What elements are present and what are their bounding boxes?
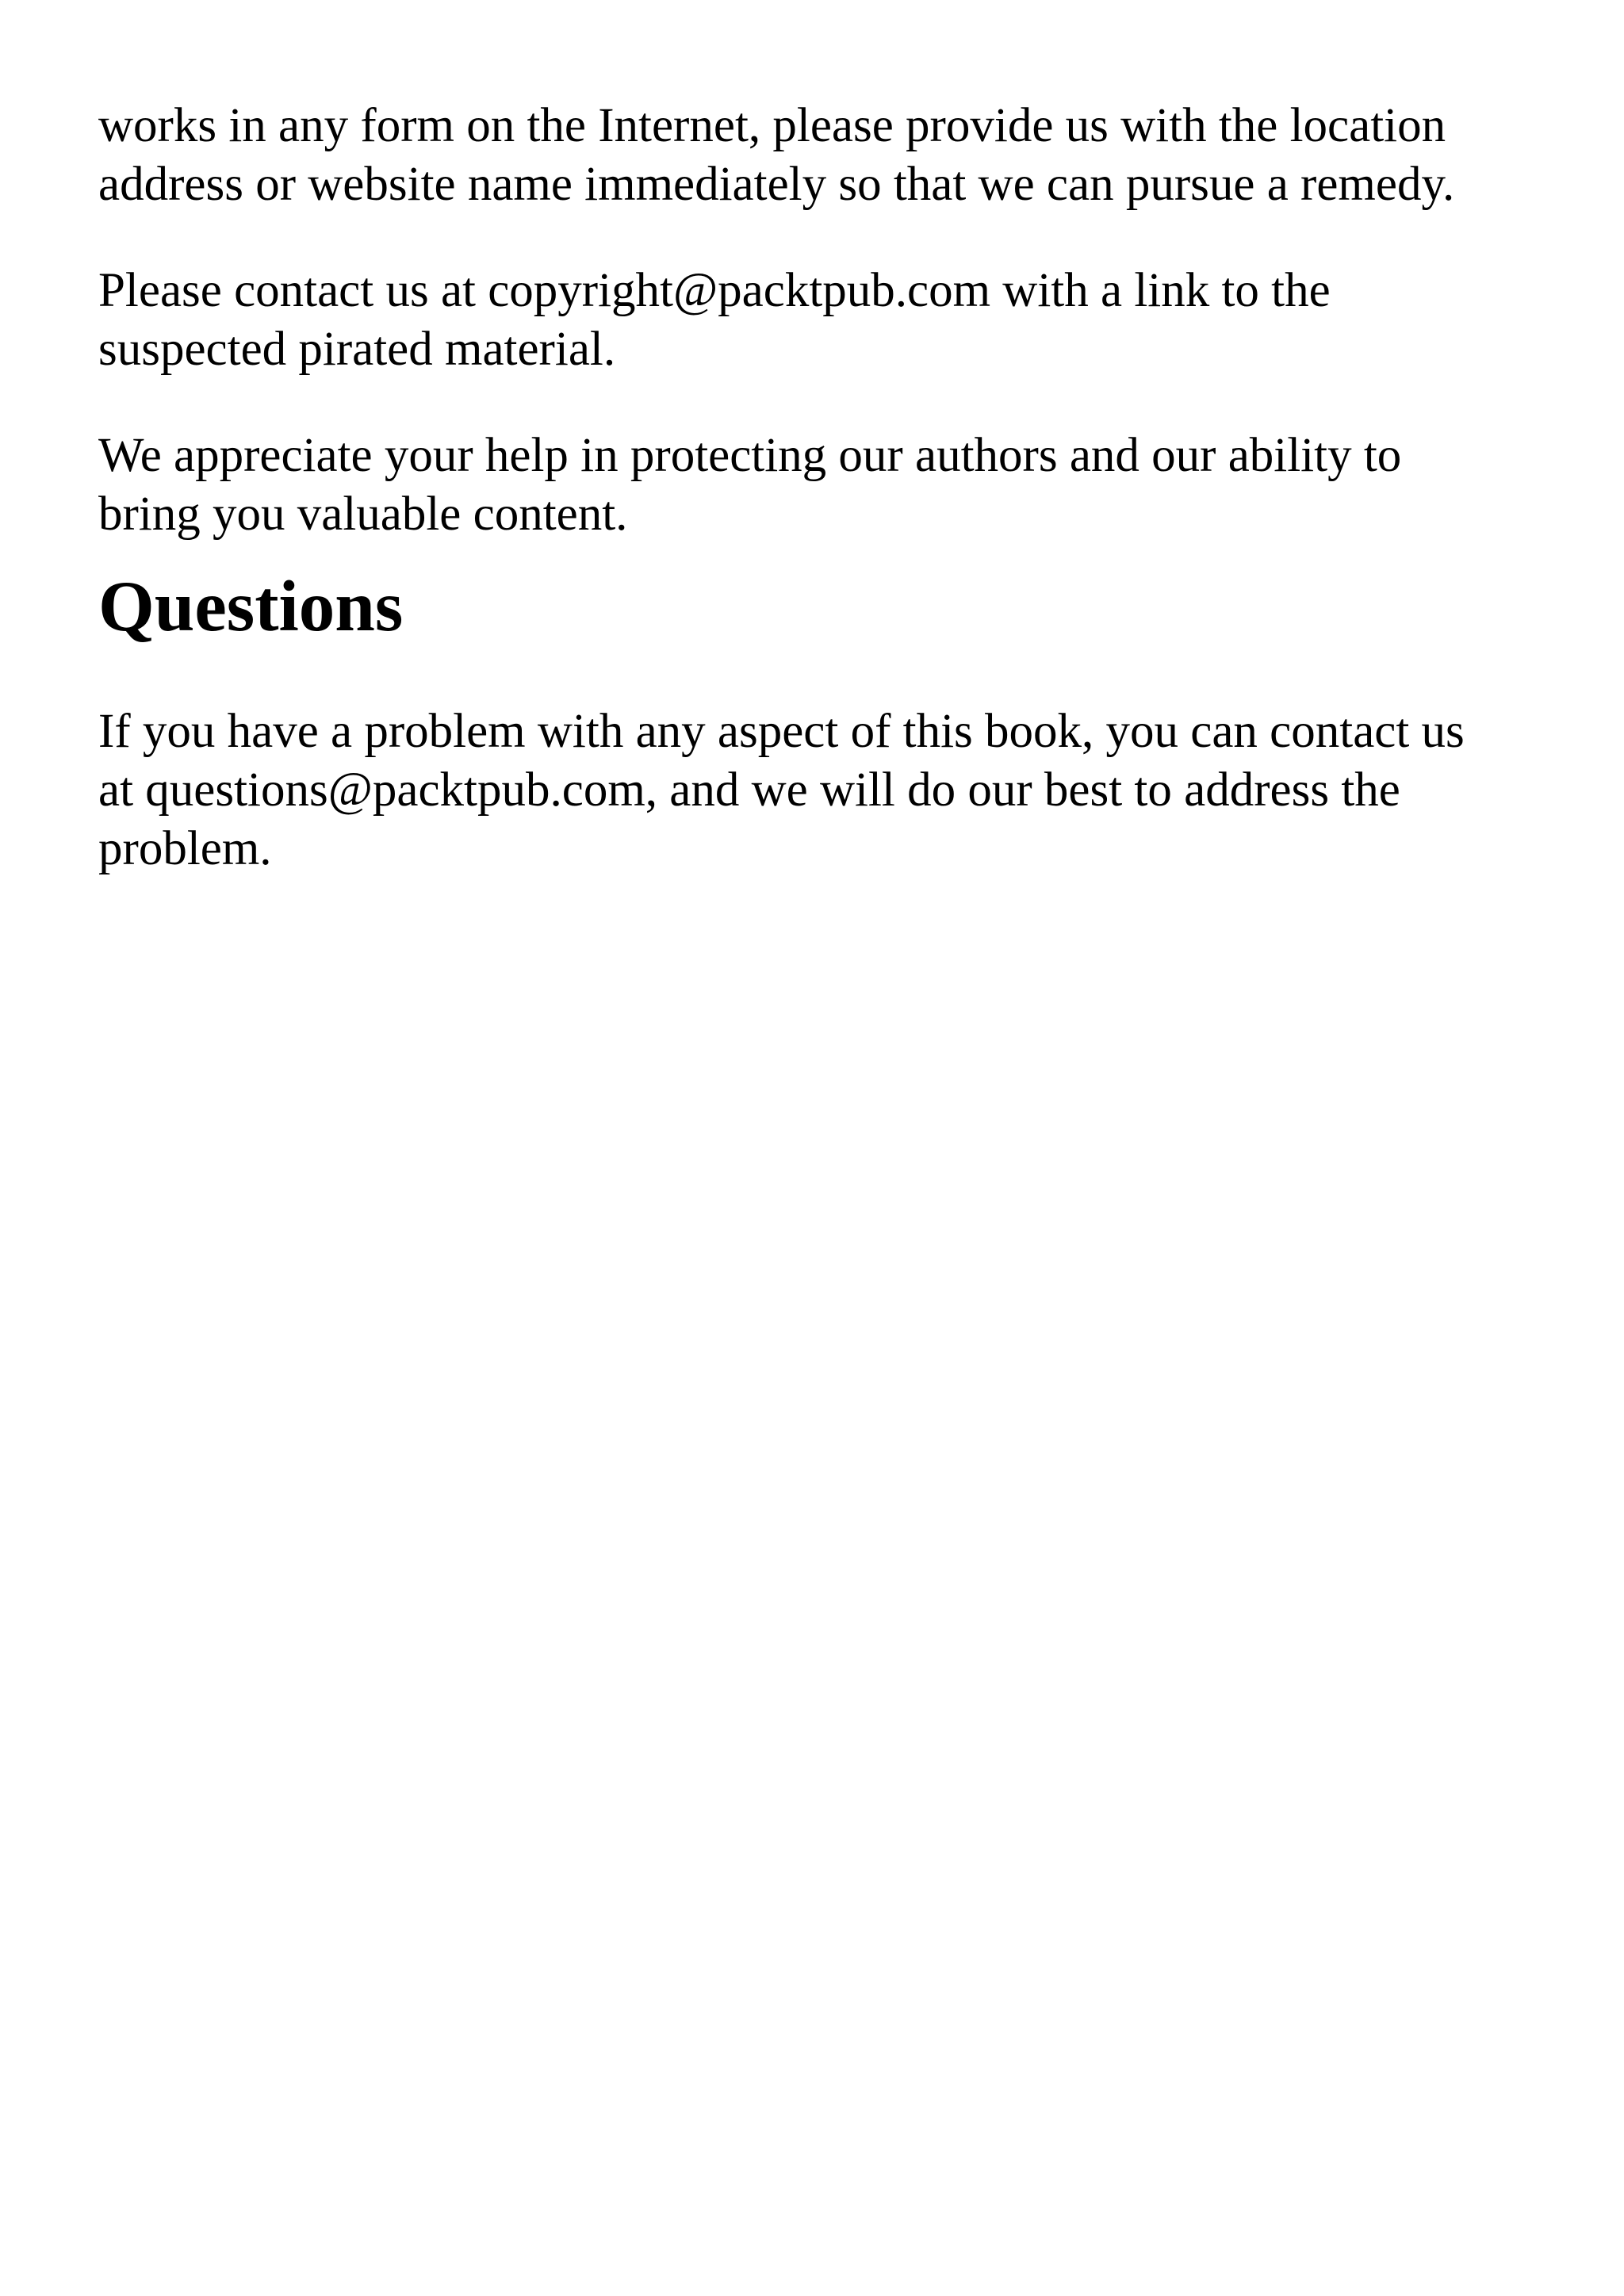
text-line: If you have a problem with any aspect of this book, you can contact us bbox=[98, 705, 1465, 758]
paragraph-copyright-contact bbox=[98, 262, 1526, 379]
text-line: address or website name immediately so that we can pursue a remedy. bbox=[98, 158, 1455, 211]
section-heading-questions: Questions bbox=[98, 566, 404, 646]
text-line: Please contact us at copyright@packtpub.com with a link to the bbox=[98, 264, 1331, 317]
text-line: problem. bbox=[98, 822, 272, 875]
document-page bbox=[98, 97, 1526, 878]
paragraph-piracy-report bbox=[98, 97, 1526, 214]
text-line: We appreciate your help in protecting our authors and our ability to bbox=[98, 429, 1402, 482]
text-line: works in any form on the Internet, please provide us with the location bbox=[98, 99, 1446, 152]
text-line: bring you valuable content. bbox=[98, 488, 628, 541]
text-line: suspected pirated material. bbox=[98, 323, 616, 376]
text-line: at questions@packtpub.com, and we will do our best to address the bbox=[98, 763, 1400, 817]
paragraph-appreciation bbox=[98, 427, 1526, 544]
paragraph-questions-contact bbox=[98, 702, 1526, 878]
